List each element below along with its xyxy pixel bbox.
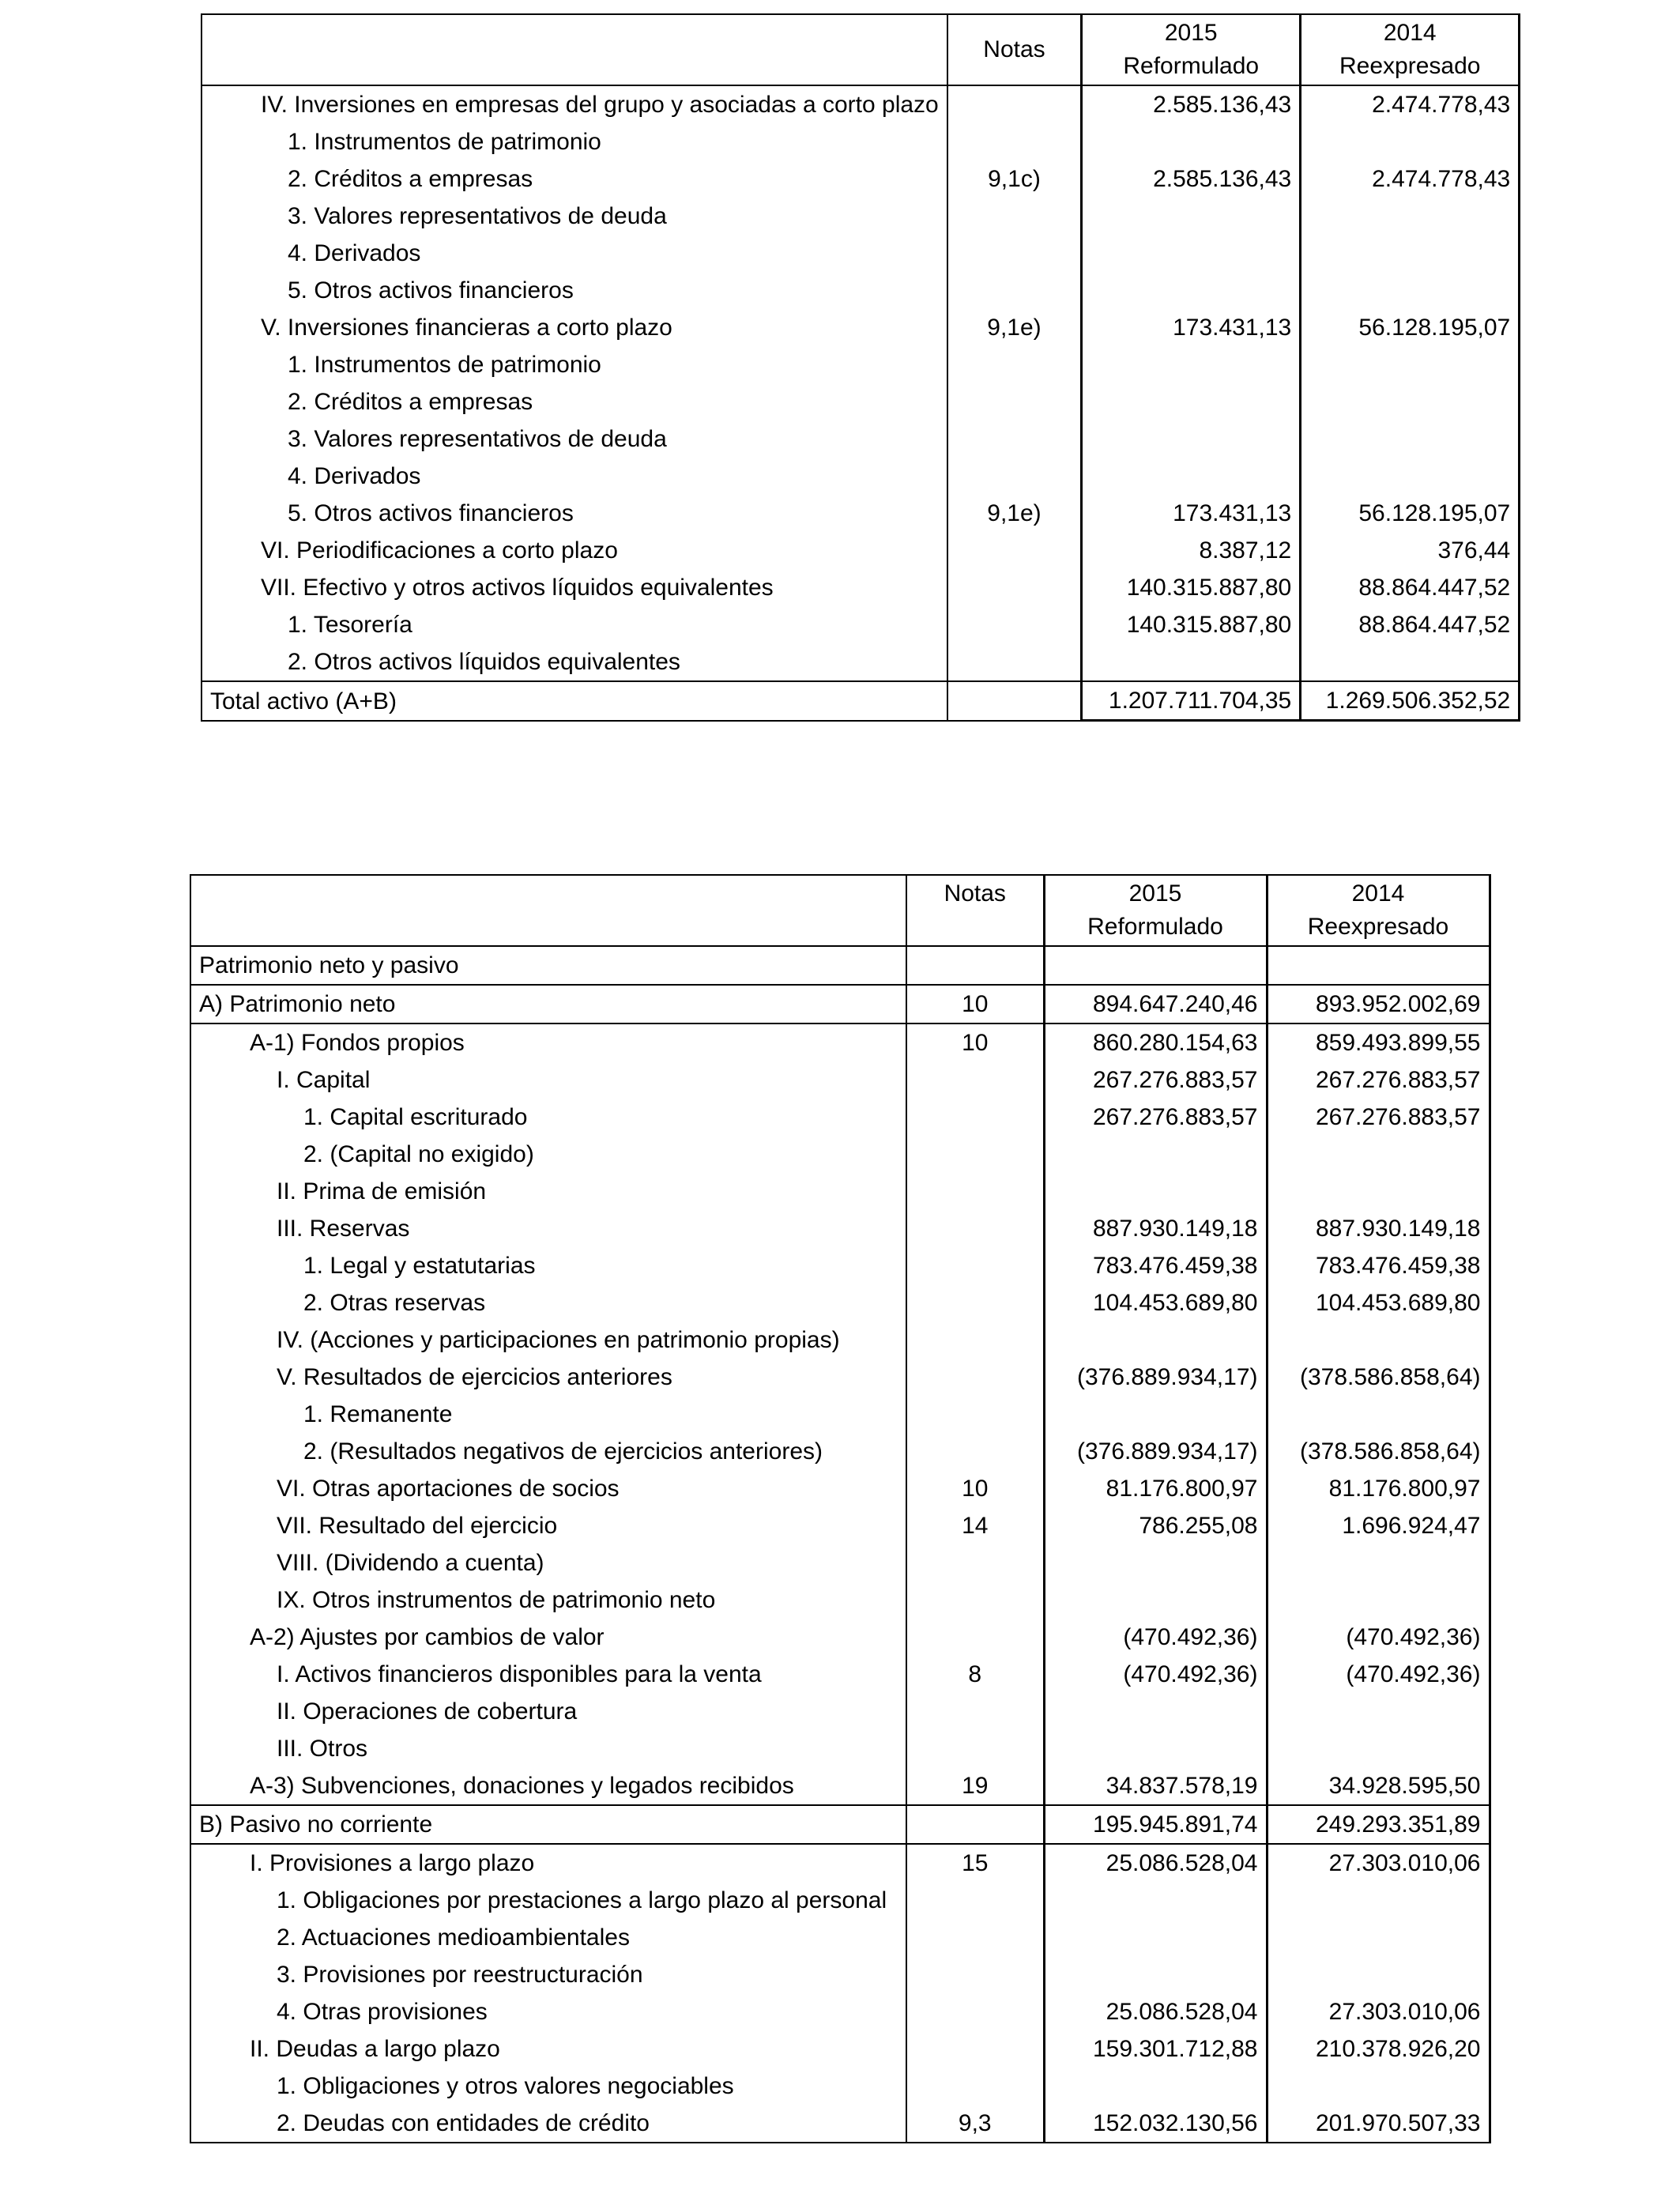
row-label: 1. Obligaciones y otros valores negociables xyxy=(190,2068,906,2105)
row-notas xyxy=(906,1544,1044,1581)
row-notas xyxy=(947,123,1082,160)
row-label: VI. Periodificaciones a corto plazo xyxy=(202,532,947,569)
row-notas xyxy=(947,346,1082,383)
header-label-cell xyxy=(190,875,906,946)
row-label: A) Patrimonio neto xyxy=(190,985,906,1023)
header-2015-sub: Reformulado xyxy=(1087,914,1223,940)
row-notas xyxy=(906,1993,1044,2030)
row-value-2015 xyxy=(1082,420,1301,458)
row-label: 2. (Capital no exigido) xyxy=(190,1136,906,1173)
row-value-2014: 376,44 xyxy=(1301,532,1520,569)
table-row xyxy=(202,160,1520,198)
row-value-2014: 104.453.689,80 xyxy=(1267,1284,1490,1321)
row-value-2015 xyxy=(1082,123,1301,160)
table-row xyxy=(202,123,1520,160)
header-2014-sub: Reexpresado xyxy=(1307,914,1449,940)
row-value-2014 xyxy=(1301,272,1520,309)
row-notas xyxy=(906,1136,1044,1173)
row-value-2015 xyxy=(1082,198,1301,235)
row-label: 1. Remanente xyxy=(190,1396,906,1433)
row-value-2015: 159.301.712,88 xyxy=(1044,2030,1267,2068)
row-label: 2. Actuaciones medioambientales xyxy=(190,1919,906,1956)
table-row xyxy=(190,1433,1490,1470)
row-value-2015: 786.255,08 xyxy=(1044,1507,1267,1544)
total-value-2014: 1.269.506.352,52 xyxy=(1301,681,1520,721)
row-label: 4. Derivados xyxy=(202,235,947,272)
row-value-2014 xyxy=(1267,1919,1490,1956)
row-notas xyxy=(906,1581,1044,1619)
row-value-2014: 893.952.002,69 xyxy=(1267,985,1490,1023)
row-value-2014: 210.378.926,20 xyxy=(1267,2030,1490,2068)
row-value-2014 xyxy=(1301,643,1520,681)
table-row xyxy=(190,1844,1490,1882)
row-value-2014 xyxy=(1267,1544,1490,1581)
row-notas: 9,3 xyxy=(906,2105,1044,2143)
row-label: 1. Capital escriturado xyxy=(190,1099,906,1136)
table-row xyxy=(202,85,1520,123)
row-label: 5. Otros activos financieros xyxy=(202,495,947,532)
row-notas: 9,1c) xyxy=(947,160,1082,198)
row-notas xyxy=(947,198,1082,235)
row-notas xyxy=(947,85,1082,123)
row-value-2014 xyxy=(1267,1882,1490,1919)
row-value-2014: 88.864.447,52 xyxy=(1301,606,1520,643)
row-value-2015: 81.176.800,97 xyxy=(1044,1470,1267,1507)
row-value-2015 xyxy=(1044,1581,1267,1619)
table-row xyxy=(190,1023,1490,1061)
header-label-cell xyxy=(202,14,947,85)
table-row xyxy=(190,1919,1490,1956)
row-notas xyxy=(947,643,1082,681)
row-value-2015: 25.086.528,04 xyxy=(1044,1993,1267,2030)
row-notas xyxy=(947,272,1082,309)
table-row xyxy=(202,198,1520,235)
table-row xyxy=(190,1470,1490,1507)
table-row xyxy=(202,346,1520,383)
row-value-2014 xyxy=(1301,198,1520,235)
row-notas xyxy=(906,1099,1044,1136)
row-label: 2. (Resultados negativos de ejercicios anteriores) xyxy=(190,1433,906,1470)
row-value-2015 xyxy=(1082,458,1301,495)
header-2014-year: 2014 xyxy=(1351,880,1405,907)
row-value-2014: (470.492,36) xyxy=(1267,1656,1490,1693)
row-value-2015: 173.431,13 xyxy=(1082,309,1301,346)
table-row xyxy=(190,1993,1490,2030)
table-row xyxy=(190,1173,1490,1210)
row-notas xyxy=(906,1284,1044,1321)
row-value-2014 xyxy=(1301,235,1520,272)
table-row xyxy=(190,1284,1490,1321)
row-label: IX. Otros instrumentos de patrimonio neto xyxy=(190,1581,906,1619)
row-value-2015 xyxy=(1044,1136,1267,1173)
row-label: IV. Inversiones en empresas del grupo y asociadas a corto plazo xyxy=(202,85,947,123)
table-row xyxy=(190,1136,1490,1173)
table-row xyxy=(190,1099,1490,1136)
row-value-2015 xyxy=(1044,1882,1267,1919)
balance-pasivo-table xyxy=(190,874,1491,2143)
row-value-2015: 887.930.149,18 xyxy=(1044,1210,1267,1247)
table-row xyxy=(202,606,1520,643)
row-value-2014: 2.474.778,43 xyxy=(1301,85,1520,123)
row-value-2014 xyxy=(1267,1136,1490,1173)
row-value-2015 xyxy=(1044,1730,1267,1767)
row-label: B) Pasivo no corriente xyxy=(190,1805,906,1844)
row-notas xyxy=(906,1173,1044,1210)
row-label: VI. Otras aportaciones de socios xyxy=(190,1470,906,1507)
table-row xyxy=(190,1956,1490,1993)
empty-cell xyxy=(1267,946,1490,985)
table-row xyxy=(202,420,1520,458)
row-value-2014 xyxy=(1301,123,1520,160)
pasivo-no-corriente-row xyxy=(190,1805,1490,1844)
row-label: III. Reservas xyxy=(190,1210,906,1247)
header-2015-sub: Reformulado xyxy=(1123,53,1260,79)
row-notas xyxy=(947,420,1082,458)
row-value-2015: 140.315.887,80 xyxy=(1082,569,1301,606)
header-2015 xyxy=(1082,14,1301,85)
row-value-2014 xyxy=(1267,1396,1490,1433)
table-row xyxy=(202,569,1520,606)
row-value-2015: 8.387,12 xyxy=(1082,532,1301,569)
row-value-2015: 34.837.578,19 xyxy=(1044,1767,1267,1805)
table-row xyxy=(190,2068,1490,2105)
table-row xyxy=(190,1210,1490,1247)
row-label: 1. Obligaciones por prestaciones a largo plazo al personal xyxy=(190,1882,906,1919)
row-value-2015: 104.453.689,80 xyxy=(1044,1284,1267,1321)
row-label: IV. (Acciones y participaciones en patrimonio propias) xyxy=(190,1321,906,1359)
table-row xyxy=(202,272,1520,309)
row-value-2015 xyxy=(1044,1321,1267,1359)
row-value-2015 xyxy=(1044,1919,1267,1956)
row-value-2014: (378.586.858,64) xyxy=(1267,1433,1490,1470)
row-value-2015: (470.492,36) xyxy=(1044,1619,1267,1656)
section-title: Patrimonio neto y pasivo xyxy=(190,946,906,985)
empty-cell xyxy=(906,946,1044,985)
row-value-2015: 2.585.136,43 xyxy=(1082,160,1301,198)
table-row xyxy=(190,1730,1490,1767)
row-notas xyxy=(906,1210,1044,1247)
row-value-2014 xyxy=(1267,1321,1490,1359)
row-notas xyxy=(906,1956,1044,1993)
row-notas xyxy=(947,606,1082,643)
row-notas xyxy=(906,1061,1044,1099)
row-notas xyxy=(947,569,1082,606)
row-notas xyxy=(947,383,1082,420)
row-notas: 8 xyxy=(906,1656,1044,1693)
table-row xyxy=(190,1359,1490,1396)
section-title-row xyxy=(190,946,1490,985)
row-value-2015: 25.086.528,04 xyxy=(1044,1844,1267,1882)
row-label: V. Inversiones financieras a corto plazo xyxy=(202,309,947,346)
row-notas xyxy=(906,2030,1044,2068)
row-label: 3. Valores representativos de deuda xyxy=(202,198,947,235)
table-row xyxy=(190,2105,1490,2143)
header-notas xyxy=(906,875,1044,946)
row-notas xyxy=(947,532,1082,569)
row-value-2015: 267.276.883,57 xyxy=(1044,1099,1267,1136)
table-row xyxy=(190,1507,1490,1544)
row-label: 1. Legal y estatutarias xyxy=(190,1247,906,1284)
table-row xyxy=(190,1061,1490,1099)
table-row xyxy=(190,1581,1490,1619)
row-value-2015 xyxy=(1082,235,1301,272)
row-label: 2. Créditos a empresas xyxy=(202,160,947,198)
row-value-2015 xyxy=(1044,2068,1267,2105)
row-value-2014 xyxy=(1267,1693,1490,1730)
table-header-row xyxy=(190,875,1490,946)
row-label: II. Operaciones de cobertura xyxy=(190,1693,906,1730)
header-notas-text: Notas xyxy=(983,36,1045,62)
row-label: 3. Valores representativos de deuda xyxy=(202,420,947,458)
table-row xyxy=(190,1767,1490,1805)
row-notas xyxy=(906,1321,1044,1359)
row-value-2014: 267.276.883,57 xyxy=(1267,1061,1490,1099)
row-label: I. Provisiones a largo plazo xyxy=(190,1844,906,1882)
row-value-2015: 783.476.459,38 xyxy=(1044,1247,1267,1284)
row-label: II. Prima de emisión xyxy=(190,1173,906,1210)
header-2015 xyxy=(1044,875,1267,946)
row-value-2014 xyxy=(1267,2068,1490,2105)
row-label: 2. Créditos a empresas xyxy=(202,383,947,420)
row-value-2014 xyxy=(1267,1730,1490,1767)
row-label: 4. Otras provisiones xyxy=(190,1993,906,2030)
row-value-2014: 56.128.195,07 xyxy=(1301,309,1520,346)
row-label: II. Deudas a largo plazo xyxy=(190,2030,906,2068)
row-value-2014 xyxy=(1301,458,1520,495)
row-label: III. Otros xyxy=(190,1730,906,1767)
row-value-2015: (376.889.934,17) xyxy=(1044,1433,1267,1470)
table-row xyxy=(202,383,1520,420)
row-label: V. Resultados de ejercicios anteriores xyxy=(190,1359,906,1396)
row-notas xyxy=(906,1433,1044,1470)
row-notas xyxy=(906,1247,1044,1284)
empty-cell xyxy=(1044,946,1267,985)
row-value-2015 xyxy=(1082,383,1301,420)
total-row xyxy=(202,681,1520,721)
table-header-row xyxy=(202,14,1520,85)
row-label: 3. Provisiones por reestructuración xyxy=(190,1956,906,1993)
row-value-2014: 783.476.459,38 xyxy=(1267,1247,1490,1284)
row-value-2015: 894.647.240,46 xyxy=(1044,985,1267,1023)
row-notas xyxy=(906,1919,1044,1956)
row-value-2015: (470.492,36) xyxy=(1044,1656,1267,1693)
row-value-2015 xyxy=(1044,1544,1267,1581)
row-value-2015: 2.585.136,43 xyxy=(1082,85,1301,123)
table-row xyxy=(190,1396,1490,1433)
table-row xyxy=(190,1247,1490,1284)
row-notas xyxy=(906,1359,1044,1396)
table-row xyxy=(202,309,1520,346)
row-label: 2. Otras reservas xyxy=(190,1284,906,1321)
row-value-2014: (378.586.858,64) xyxy=(1267,1359,1490,1396)
row-value-2014 xyxy=(1267,1956,1490,1993)
header-2014-year: 2014 xyxy=(1383,20,1437,46)
row-value-2015 xyxy=(1044,1693,1267,1730)
table-row xyxy=(202,235,1520,272)
row-value-2014: 81.176.800,97 xyxy=(1267,1470,1490,1507)
table-row xyxy=(202,643,1520,681)
header-2015-year: 2015 xyxy=(1128,880,1182,907)
row-label: 2. Otros activos líquidos equivalentes xyxy=(202,643,947,681)
header-notas xyxy=(947,14,1082,85)
row-value-2014: 27.303.010,06 xyxy=(1267,1844,1490,1882)
row-label: 4. Derivados xyxy=(202,458,947,495)
row-value-2014: 56.128.195,07 xyxy=(1301,495,1520,532)
row-value-2014: 249.293.351,89 xyxy=(1267,1805,1490,1844)
row-notas xyxy=(906,1805,1044,1844)
row-label: I. Capital xyxy=(190,1061,906,1099)
row-value-2014: 34.928.595,50 xyxy=(1267,1767,1490,1805)
row-label: VII. Efectivo y otros activos líquidos equivalentes xyxy=(202,569,947,606)
table-row xyxy=(190,1619,1490,1656)
table-row xyxy=(190,2030,1490,2068)
row-value-2015: 140.315.887,80 xyxy=(1082,606,1301,643)
row-value-2015: 195.945.891,74 xyxy=(1044,1805,1267,1844)
header-2014-sub: Reexpresado xyxy=(1339,53,1481,79)
table-row xyxy=(202,495,1520,532)
total-label: Total activo (A+B) xyxy=(202,681,947,721)
row-value-2014: 1.696.924,47 xyxy=(1267,1507,1490,1544)
balance-activo-table xyxy=(201,13,1520,722)
table-row xyxy=(202,458,1520,495)
row-label: A-3) Subvenciones, donaciones y legados recibidos xyxy=(190,1767,906,1805)
table-row xyxy=(190,1544,1490,1581)
row-notas xyxy=(906,1396,1044,1433)
row-label: 1. Instrumentos de patrimonio xyxy=(202,346,947,383)
row-label: A-1) Fondos propios xyxy=(190,1023,906,1061)
header-notas-text: Notas xyxy=(944,880,1006,907)
row-label: A-2) Ajustes por cambios de valor xyxy=(190,1619,906,1656)
row-label: 2. Deudas con entidades de crédito xyxy=(190,2105,906,2143)
row-value-2014: 88.864.447,52 xyxy=(1301,569,1520,606)
table-row xyxy=(190,1693,1490,1730)
row-value-2014: 201.970.507,33 xyxy=(1267,2105,1490,2143)
row-value-2015 xyxy=(1082,272,1301,309)
row-notas xyxy=(947,458,1082,495)
row-value-2014: 859.493.899,55 xyxy=(1267,1023,1490,1061)
row-value-2014 xyxy=(1301,383,1520,420)
row-notas: 19 xyxy=(906,1767,1044,1805)
row-value-2015: 860.280.154,63 xyxy=(1044,1023,1267,1061)
row-value-2014 xyxy=(1301,346,1520,383)
row-label: 1. Tesorería xyxy=(202,606,947,643)
row-value-2015: 173.431,13 xyxy=(1082,495,1301,532)
row-notas xyxy=(906,1693,1044,1730)
row-value-2014: 267.276.883,57 xyxy=(1267,1099,1490,1136)
row-notas xyxy=(906,1882,1044,1919)
table-row xyxy=(190,1321,1490,1359)
row-notas: 14 xyxy=(906,1507,1044,1544)
row-notas: 10 xyxy=(906,985,1044,1023)
row-notas xyxy=(906,1619,1044,1656)
row-value-2015 xyxy=(1082,643,1301,681)
row-label: VIII. (Dividendo a cuenta) xyxy=(190,1544,906,1581)
table-row xyxy=(190,1656,1490,1693)
row-value-2014 xyxy=(1267,1173,1490,1210)
row-label: I. Activos financieros disponibles para la venta xyxy=(190,1656,906,1693)
row-value-2014: (470.492,36) xyxy=(1267,1619,1490,1656)
header-2015-year: 2015 xyxy=(1164,20,1218,46)
row-value-2015: 152.032.130,56 xyxy=(1044,2105,1267,2143)
row-value-2015: (376.889.934,17) xyxy=(1044,1359,1267,1396)
total-value-2015: 1.207.711.704,35 xyxy=(1082,681,1301,721)
row-value-2014: 2.474.778,43 xyxy=(1301,160,1520,198)
row-value-2014 xyxy=(1267,1581,1490,1619)
header-2014 xyxy=(1267,875,1490,946)
row-label: VII. Resultado del ejercicio xyxy=(190,1507,906,1544)
patrimonio-neto-row xyxy=(190,985,1490,1023)
row-value-2015 xyxy=(1044,1396,1267,1433)
row-notas: 10 xyxy=(906,1470,1044,1507)
row-value-2015 xyxy=(1082,346,1301,383)
row-label: 5. Otros activos financieros xyxy=(202,272,947,309)
table-row xyxy=(202,532,1520,569)
total-notas xyxy=(947,681,1082,721)
row-notas: 10 xyxy=(906,1023,1044,1061)
table-row xyxy=(190,1882,1490,1919)
row-value-2015 xyxy=(1044,1173,1267,1210)
row-value-2015: 267.276.883,57 xyxy=(1044,1061,1267,1099)
row-notas: 15 xyxy=(906,1844,1044,1882)
row-notas xyxy=(906,1730,1044,1767)
row-notas xyxy=(947,235,1082,272)
row-notas: 9,1e) xyxy=(947,309,1082,346)
header-2014 xyxy=(1301,14,1520,85)
row-value-2015 xyxy=(1044,1956,1267,1993)
row-notas xyxy=(906,2068,1044,2105)
row-value-2014: 27.303.010,06 xyxy=(1267,1993,1490,2030)
row-value-2014: 887.930.149,18 xyxy=(1267,1210,1490,1247)
row-label: 1. Instrumentos de patrimonio xyxy=(202,123,947,160)
row-notas: 9,1e) xyxy=(947,495,1082,532)
row-value-2014 xyxy=(1301,420,1520,458)
